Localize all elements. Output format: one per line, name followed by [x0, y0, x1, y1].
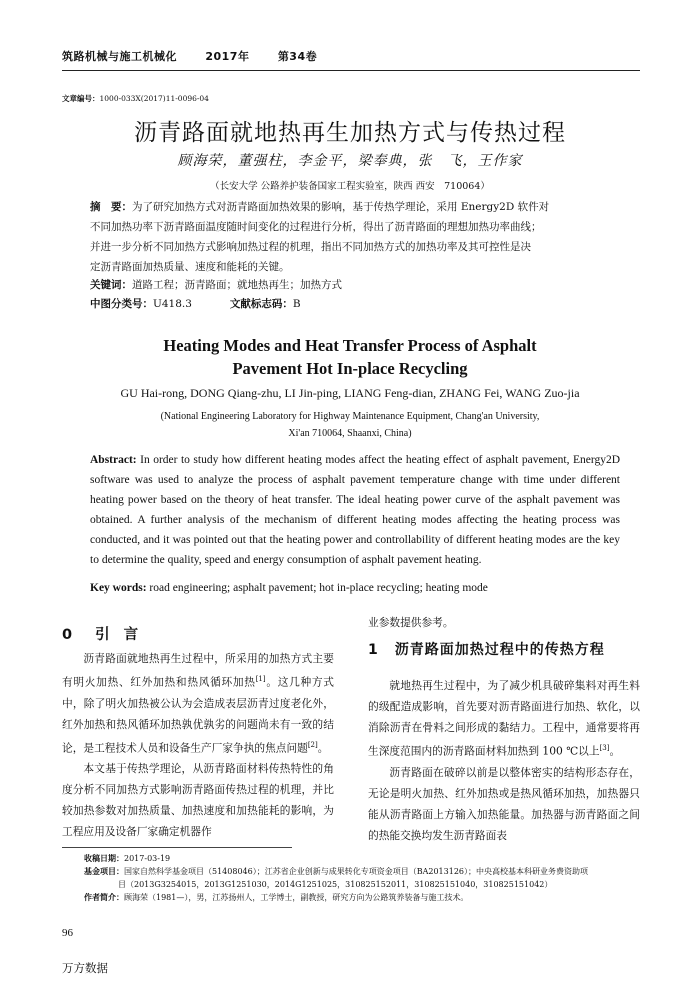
article-number [62, 93, 209, 104]
body-paragraph [62, 648, 334, 758]
keywords-en-text: road engineering; asphalt pavement; hot in-place recycling; heating mode [149, 582, 488, 594]
body-text: 。这几种方式中，除了明火加热被公认为会造成表层沥青过度老化外，红外加热和热风循环加热孰优孰劣的问题尚未有一致的结论，是工程技术人员和设备生产厂家争执的焦点问题 [62, 675, 334, 755]
citation: [3] [599, 744, 610, 752]
authors-en: GU Hai-rong, DONG Qiang-zhu, LI Jin-ping, LIANG Feng-dian, ZHANG Fei, WANG Zuo-jia [120, 386, 580, 400]
fund-text: 目（2013G3254015，2013G1251030，2014G1251025，310825152011，310825151040，310825151042） [118, 880, 553, 889]
abstract-en [90, 450, 620, 570]
abstract-zh-line: 定沥青路面加热质量、速度和能耗的关键。 [90, 261, 290, 273]
page-number: 96 [62, 927, 73, 939]
affiliation-en [0, 408, 700, 442]
section-title: 引言 [95, 627, 153, 643]
keywords-en-label: Key words: [90, 582, 147, 594]
keywords-zh-label: 关键词： [90, 279, 132, 291]
body-paragraph [368, 675, 640, 762]
affiliation-zh: （长安大学 公路养护装备国家工程实验室，陕西 西安 710064） [210, 181, 490, 192]
abstract-zh-line: 并进一步分析不同加热方式影响加热过程的机理，指出不同加热方式的加热功率及其可控性是决 [90, 241, 531, 253]
body-text: 。 [609, 744, 621, 758]
abstract-zh-line: 不同加热功率下沥青路面温度随时间变化的过程进行分析，得出了沥青路面的理想加热功率曲线； [90, 221, 542, 233]
left-column [62, 648, 334, 842]
affiliation-en-line: (National Engineering Laboratory for Highway Maintenance Equipment, Chang'an University, [160, 411, 540, 422]
article-number-label: 文章编号： [62, 94, 100, 103]
header-rule [62, 70, 640, 71]
body-paragraph: 沥青路面在破碎以前是以整体密实的结构形态存在，无论是明火加热、红外加热或是热风循环加热，加热器只能从沥青路面上方输入加热能量。加热器与沥青路面之间的热能交换均发生沥青路面表 [368, 765, 640, 842]
body-text: 就地热再生过程中，为了减少机具破碎集料对再生料的级配造成影响，首先要对沥青路面进行加热、软化，以消除沥青在骨料之间形成的黏结力。工程中，通常要将再生深度范围内的沥青路面材料加热到 100 ℃以上 [368, 679, 640, 758]
body-text: 沥青路面就地热再生过程中，所采用的加热方式主要有明火加热、红外加热和热风循环加热 [62, 652, 334, 689]
keywords-zh-text: 道路工程；沥青路面；就地热再生；加热方式 [132, 279, 342, 291]
footnote-rule [62, 847, 292, 848]
fund-text: 国家自然科学基金项目（51408046）；江苏省企业创新与成果转化专项资金项目（BA2013126）；中央高校基本科研业务费资助项 [124, 867, 588, 876]
classification [90, 294, 620, 314]
authors-zh: 顾海荣，董强柱，李金平，梁奉典，张 飞，王作家 [177, 153, 523, 169]
abstract-zh-label: 摘 要： [90, 201, 132, 213]
journal-year: 2017年 [205, 50, 250, 63]
keywords-zh [90, 275, 620, 295]
title-en-line: Heating Modes and Heat Transfer Process of Asphalt [163, 336, 537, 355]
affiliation-en-line: Xi'an 710064, Shaanxi, China) [288, 428, 412, 439]
doc-code-label: 文献标志码： [229, 298, 293, 310]
journal-issue: 第34卷 [277, 50, 318, 63]
section-heading-intro [62, 623, 152, 644]
section-title: 沥青路面加热过程中的传热方程 [394, 642, 605, 658]
title-en-line: Pavement Hot In-place Recycling [232, 359, 468, 378]
author-bio: 顾海荣（1981—），男，江苏扬州人，工学博士，副教授，研究方向为公路筑养装备与施工技术。 [124, 893, 469, 902]
journal-name: 筑路机械与施工机械化 [62, 50, 177, 63]
received-label: 收稿日期： [84, 854, 124, 863]
classification-value: U418.3 [153, 298, 192, 310]
abstract-zh-line: 为了研究加热方式对沥青路面加热效果的影响，基于传热学理论，采用 Energy2D 软件对 [132, 201, 550, 213]
watermark: 万方数据 [62, 961, 108, 975]
page-title: 沥青路面就地热再生加热方式与传热过程 [134, 120, 566, 146]
running-header [62, 48, 341, 64]
section-number: 0 [62, 627, 74, 643]
abstract-en-text: In order to study how different heating modes affect the heating effect of asphalt pavement, Energy2D software was used to analyze the process of asphalt pavement temperature change with time under different heating power based on the theory of heat transfer. The ideal heating power curve of the asphalt pavement was obtained. A further analysis of the mechanism of different heating modes affecting the heating process was conducted, and it was pointed out that the heating power and controllability of different heating modes are the key to determine the quality, speed and energy consumption of asphalt pavement heating. [90, 454, 620, 566]
section-heading-1 [368, 639, 605, 659]
section-number: 1 [368, 642, 379, 658]
abstract-zh [90, 197, 620, 277]
received-date: 2017-03-19 [124, 854, 171, 863]
body-paragraph: 业参数提供参考。 [368, 616, 454, 629]
author-bio-label: 作者简介： [84, 893, 124, 902]
abstract-en-label: Abstract: [90, 454, 137, 466]
body-text: 。 [317, 741, 329, 755]
article-number-value: 1000-033X(2017)11-0096-04 [99, 94, 209, 103]
citation: [2] [307, 740, 318, 749]
citation: [1] [255, 675, 266, 683]
title-en [0, 334, 700, 380]
body-paragraph: 本文基于传热学理论，从沥青路面材料传热特性的角度分析不同加热方式影响沥青路面传热过程的机理，并比较加热参数对加热质量、加热速度和加热能耗的影响，为工程应用及设备厂家确定机器作 [62, 762, 334, 839]
footnotes [84, 852, 644, 904]
fund-label: 基金项目： [84, 867, 124, 876]
doc-code-value: B [292, 298, 301, 310]
keywords-en [90, 582, 620, 594]
classification-label: 中图分类号： [90, 298, 153, 310]
